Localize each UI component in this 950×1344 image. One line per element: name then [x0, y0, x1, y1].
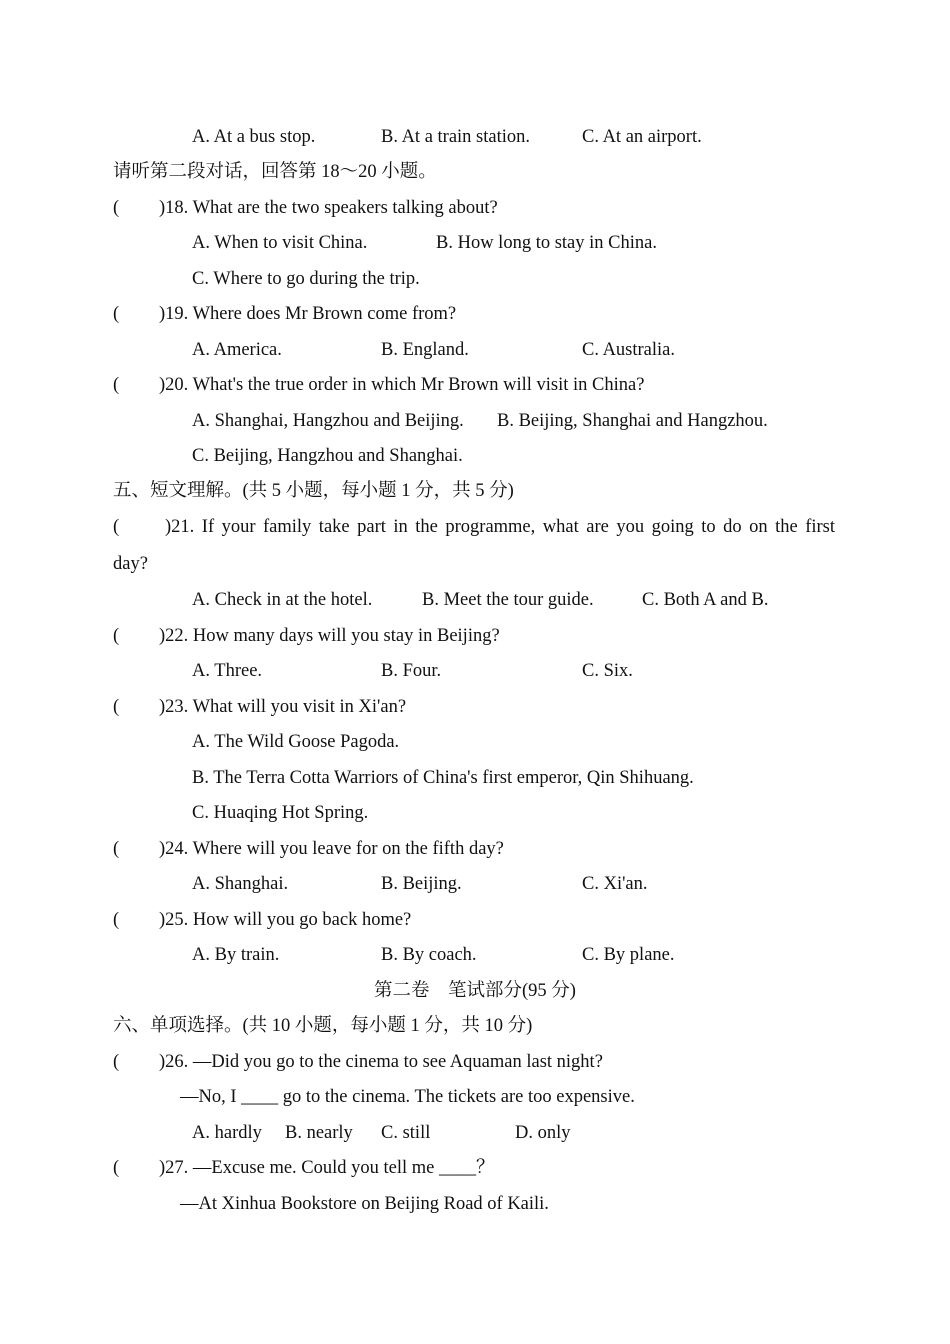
q17-option-b: B. At a train station.: [381, 127, 531, 147]
q17-option-a: A. At a bus stop.: [192, 127, 316, 147]
q26-option-d: D. only: [515, 1123, 571, 1143]
q27-reply: —At Xinhua Bookstore on Beijing Road of Kaili.: [180, 1194, 549, 1214]
dialogue2-instruction: 请听第二段对话，回答第 18～20 小题。: [113, 162, 437, 182]
answer-blank[interactable]: (: [113, 517, 120, 537]
answer-blank[interactable]: (: [113, 910, 120, 930]
q19-option-a: A. America.: [192, 340, 282, 360]
q18-option-c: C. Where to go during the trip.: [192, 269, 420, 289]
q17-option-c: C. At an airport.: [582, 127, 702, 147]
answer-blank[interactable]: (: [113, 375, 120, 395]
answer-blank[interactable]: (: [113, 304, 120, 324]
q25-option-c: C. By plane.: [582, 945, 675, 965]
q25-option-a: A. By train.: [192, 945, 280, 965]
q24-option-b: B. Beijing.: [381, 874, 462, 894]
question-text: )27. —Excuse me. Could you tell me ____？: [159, 1158, 495, 1178]
question-text: )24. Where will you leave for on the fifth day?: [159, 839, 504, 859]
q23-option-c: C. Huaqing Hot Spring.: [192, 803, 369, 823]
q23-option-b: B. The Terra Cotta Warriors of China's first emperor, Qin Shihuang.: [192, 768, 694, 788]
q22-option-b: B. Four.: [381, 661, 442, 681]
q26-option-c: C. still: [381, 1123, 431, 1143]
question-text: )22. How many days will you stay in Beijing?: [159, 626, 500, 646]
question-text: )21. If your family take part in the programme, what are you going to do on the first: [165, 517, 835, 537]
part2-title: 第二卷 笔试部分(95 分): [374, 981, 576, 1001]
q20-option-b: B. Beijing, Shanghai and Hangzhou.: [497, 411, 768, 431]
answer-blank[interactable]: (: [113, 198, 120, 218]
q19-option-c: C. Australia.: [582, 340, 676, 360]
q21-option-a: A. Check in at the hotel.: [192, 590, 373, 610]
section6-title: 六、单项选择。(共 10 小题，每小题 1 分，共 10 分): [113, 1016, 533, 1036]
question-text: )18. What are the two speakers talking about?: [159, 198, 498, 218]
answer-blank[interactable]: (: [113, 839, 120, 859]
q24-option-c: C. Xi'an.: [582, 874, 648, 894]
q18-option-b: B. How long to stay in China.: [436, 233, 657, 253]
q22-option-c: C. Six.: [582, 661, 633, 681]
q22-option-a: A. Three.: [192, 661, 263, 681]
q19-option-b: B. England.: [381, 340, 469, 360]
q20-option-c: C. Beijing, Hangzhou and Shanghai.: [192, 446, 463, 466]
q23-option-a: A. The Wild Goose Pagoda.: [192, 732, 400, 752]
q26-option-b: B. nearly: [285, 1123, 353, 1143]
q21-option-c: C. Both A and B.: [642, 590, 769, 610]
section5-title: 五、短文理解。(共 5 小题，每小题 1 分，共 5 分): [113, 481, 514, 501]
q21-option-b: B. Meet the tour guide.: [422, 590, 594, 610]
question-text: )26. —Did you go to the cinema to see Aquaman last night?: [159, 1052, 603, 1072]
q18-option-a: A. When to visit China.: [192, 233, 368, 253]
q25-option-b: B. By coach.: [381, 945, 477, 965]
answer-blank[interactable]: (: [113, 697, 120, 717]
q26-reply: —No, I ____ go to the cinema. The tickets are too expensive.: [180, 1087, 635, 1107]
answer-blank[interactable]: (: [113, 626, 120, 646]
question-text: )23. What will you visit in Xi'an?: [159, 697, 407, 717]
answer-blank[interactable]: (: [113, 1158, 120, 1178]
q20-option-a: A. Shanghai, Hangzhou and Beijing.: [192, 411, 464, 431]
q24-option-a: A. Shanghai.: [192, 874, 289, 894]
question-text: )19. Where does Mr Brown come from?: [159, 304, 457, 324]
question-text: )25. How will you go back home?: [159, 910, 412, 930]
answer-blank[interactable]: (: [113, 1052, 120, 1072]
question-text: )20. What's the true order in which Mr Brown will visit in China?: [159, 375, 645, 395]
question-21-continued: day?: [113, 554, 148, 574]
q26-option-a: A. hardly: [192, 1123, 262, 1143]
